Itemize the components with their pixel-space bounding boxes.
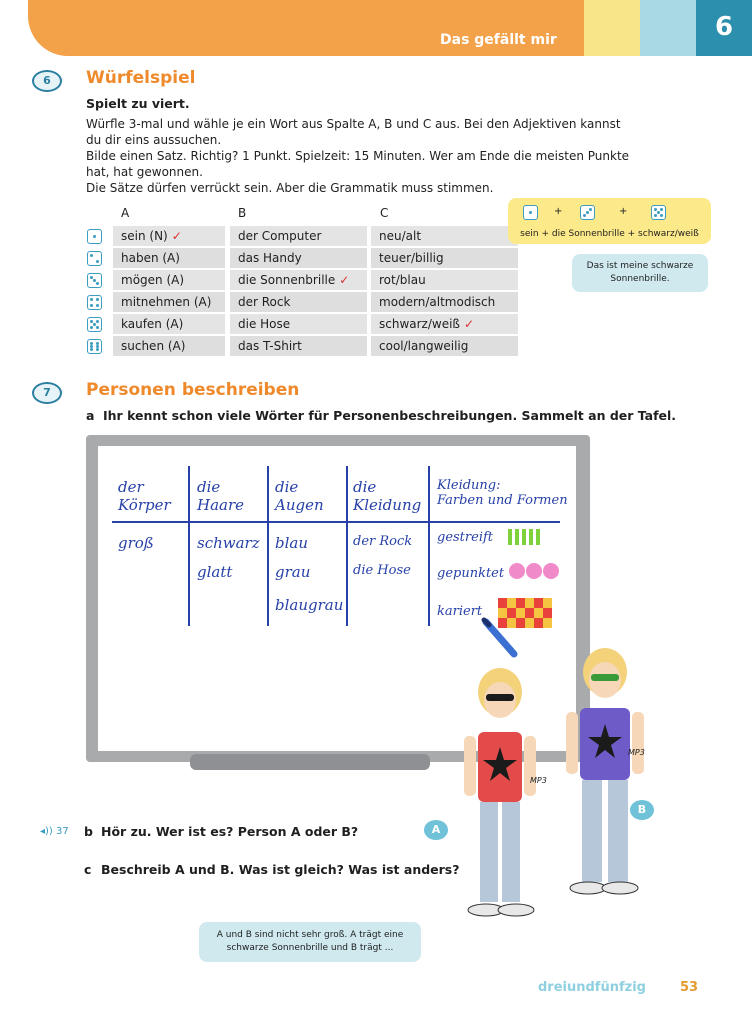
audio-track[interactable]: ◂)) 37 — [40, 826, 69, 837]
mp3-label: MP3 — [530, 776, 547, 785]
dotted-pattern-icon — [508, 562, 560, 580]
cell-c: cool/langweilig — [371, 336, 518, 356]
check-icon: ✓ — [171, 229, 182, 243]
die-one-icon — [87, 229, 102, 244]
plus-sign: + — [619, 206, 628, 217]
two-teens-illustration — [440, 642, 670, 924]
cell-b: der Rock — [230, 292, 367, 312]
plus-sign: + — [554, 206, 563, 217]
cell-c: schwarz/weiß ✓ — [371, 314, 518, 334]
table-row — [113, 336, 518, 358]
die-five-icon — [87, 317, 102, 332]
check-icon: ✓ — [339, 273, 350, 287]
cell-b: die Sonnenbrille ✓ — [230, 270, 367, 290]
board-word: gestreift — [437, 530, 494, 545]
die-six-icon — [87, 339, 102, 354]
board-col4-head: die Kleidung — [353, 478, 422, 514]
board-divider — [188, 466, 190, 626]
cell-a: kaufen (A) — [113, 314, 225, 334]
board-word: kariert — [437, 604, 483, 619]
board-word: groß — [118, 534, 154, 552]
table-row — [113, 226, 518, 248]
cell-a: haben (A) — [113, 248, 225, 268]
cell-c: teuer/billig — [371, 248, 518, 268]
mp3-label: MP3 — [628, 748, 645, 757]
board-word: blaugrau — [275, 596, 344, 614]
speech-bubble-description: A und B sind nicht sehr groß. A trägt eine schwarze Sonnenbrille und B trägt ... — [199, 922, 421, 962]
task-a-text: Ihr kennt schon viele Wörter für Personenbeschreibungen. Sammelt an der Tafel. — [103, 408, 677, 423]
page-number-word: dreiundfünfzig — [538, 980, 646, 995]
exercise-6-title: Würfelspiel — [86, 68, 196, 88]
header-title: Das gefällt mir — [440, 32, 557, 48]
instruction-line: Würfle 3-mal und wähle je ein Wort aus Spalte A, B und C aus. Bei den Adjektiven kannst — [86, 117, 621, 131]
cell-a: mitnehmen (A) — [113, 292, 225, 312]
die-four-icon — [87, 295, 102, 310]
cell-a: sein (N) ✓ — [113, 226, 225, 246]
instruction-line: hat, hat gewonnen. — [86, 165, 203, 179]
board-col3-head: die Augen — [275, 478, 324, 514]
column-header-c: C — [380, 206, 389, 220]
table-row — [113, 314, 518, 336]
board-header-line — [112, 521, 560, 523]
table-row — [113, 270, 518, 292]
die-five-icon — [651, 205, 666, 220]
task-b-letter: b — [84, 824, 93, 839]
column-header-a: A — [121, 206, 130, 220]
whiteboard-tray — [190, 754, 430, 770]
cell-b: der Computer — [230, 226, 367, 246]
page-number: 53 — [680, 980, 699, 995]
cell-c: neu/alt — [371, 226, 518, 246]
instruction-line: Bilde einen Satz. Richtig? 1 Punkt. Spielzeit: 15 Minuten. Wer am Ende die meisten Punkte — [86, 149, 630, 163]
cell-a: mögen (A) — [113, 270, 225, 290]
die-one-icon — [523, 205, 538, 220]
instruction-line: Die Sätze dürfen verrückt sein. Aber die Grammatik muss stimmen. — [86, 181, 494, 195]
die-three-icon — [87, 273, 102, 288]
cell-b: das T-Shirt — [230, 336, 367, 356]
header-stripe-teal — [640, 0, 696, 56]
header-stripe-yellow — [584, 0, 640, 56]
cell-a: suchen (A) — [113, 336, 225, 356]
chapter-number: 6 — [714, 12, 734, 42]
column-header-b: B — [238, 206, 247, 220]
table-row — [113, 248, 518, 270]
board-col1-head: der Körper — [118, 478, 171, 514]
board-divider — [428, 466, 430, 626]
person-b-label: B — [630, 800, 654, 820]
board-word: schwarz — [197, 534, 260, 552]
board-divider — [346, 466, 348, 626]
exercise-7-badge: 7 — [32, 382, 62, 404]
exercise-7-title: Personen beschreiben — [86, 380, 300, 400]
cell-c: rot/blau — [371, 270, 518, 290]
striped-pattern-icon — [508, 527, 542, 547]
board-word: gepunktet — [437, 566, 505, 581]
die-two-icon — [87, 251, 102, 266]
example-formula: sein + die Sonnenbrille + schwarz/weiß — [520, 229, 699, 239]
exercise-6-badge: 6 — [32, 70, 62, 92]
board-divider — [267, 466, 269, 626]
table-row — [113, 292, 518, 314]
board-word: die Hose — [353, 563, 411, 578]
board-word: blau — [275, 534, 309, 552]
task-c-letter: c — [84, 862, 92, 877]
word-table — [113, 226, 518, 358]
cell-b: die Hose — [230, 314, 367, 334]
task-c-text: Beschreib A und B. Was ist gleich? Was ist anders? — [101, 862, 460, 877]
board-word: glatt — [197, 563, 233, 581]
die-three-icon — [580, 205, 595, 220]
instruction-line: du dir eins aussuchen. — [86, 133, 222, 147]
task-a-letter: a — [86, 408, 95, 423]
exercise-6-subtitle: Spielt zu viert. — [86, 96, 190, 111]
speaker-icon: ◂)) — [40, 826, 53, 837]
board-word: der Rock — [353, 534, 413, 549]
check-icon: ✓ — [464, 317, 475, 331]
board-col5-head: Kleidung: Farben und Formen — [437, 478, 568, 508]
board-word: grau — [275, 563, 311, 581]
exercise-6-instructions — [86, 116, 666, 196]
task-b-text: Hör zu. Wer ist es? Person A oder B? — [101, 824, 359, 839]
speech-bubble-sunglasses: Das ist meine schwarze Sonnenbrille. — [572, 254, 708, 292]
cell-b: das Handy — [230, 248, 367, 268]
board-col2-head: die Haare — [197, 478, 245, 514]
person-a-label: A — [424, 820, 448, 840]
cell-c: modern/altmodisch — [371, 292, 518, 312]
